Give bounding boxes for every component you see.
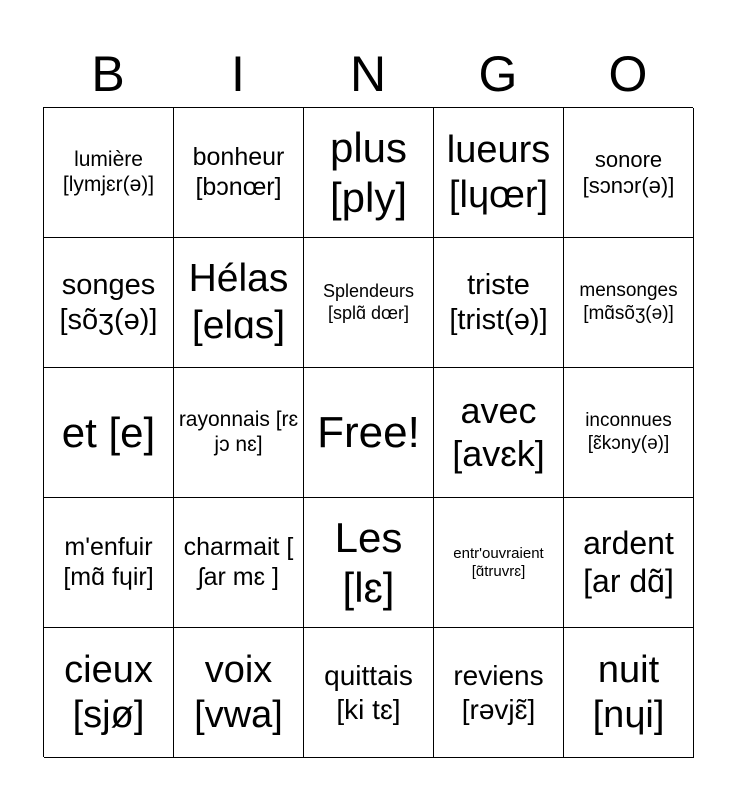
header-letter-b: B bbox=[91, 46, 125, 102]
bingo-cell[interactable] bbox=[564, 108, 694, 238]
header-letter-i: I bbox=[231, 46, 245, 102]
cell-text: nuit [nɥi] bbox=[592, 648, 665, 736]
cell-text: reviens [rəvjɛ̃] bbox=[453, 660, 544, 725]
cell-text: avec [avɛk] bbox=[452, 390, 545, 474]
cell-text: mensonges [mɑ̃sõʒ(ə)] bbox=[579, 280, 678, 324]
cell-text: et [e] bbox=[61, 408, 156, 456]
cell-text: ardent [ar dɑ̃] bbox=[583, 524, 674, 599]
bingo-card bbox=[43, 107, 693, 757]
bingo-cell[interactable] bbox=[304, 238, 434, 368]
bingo-cell[interactable] bbox=[564, 628, 694, 758]
bingo-cell[interactable] bbox=[44, 498, 174, 628]
cell-text: bonheur [bɔnœr] bbox=[192, 143, 285, 201]
bingo-cell[interactable] bbox=[304, 108, 434, 238]
cell-text: voix [vwa] bbox=[194, 648, 283, 736]
cell-text: triste [trist(ə)] bbox=[449, 269, 548, 336]
bingo-cell[interactable] bbox=[304, 628, 434, 758]
bingo-cell[interactable] bbox=[434, 498, 564, 628]
bingo-header bbox=[43, 40, 693, 108]
cell-text: lueurs [lɥœr] bbox=[446, 128, 551, 216]
header-letter-o: O bbox=[608, 46, 648, 102]
bingo-cell[interactable] bbox=[174, 628, 304, 758]
bingo-cell[interactable] bbox=[434, 628, 564, 758]
bingo-cell[interactable] bbox=[434, 108, 564, 238]
bingo-cell[interactable] bbox=[564, 368, 694, 498]
cell-text: Hélas [elɑs] bbox=[188, 257, 289, 347]
bingo-cell[interactable] bbox=[174, 108, 304, 238]
cell-text: songes [sõʒ(ə)] bbox=[59, 269, 158, 336]
bingo-cell[interactable] bbox=[304, 498, 434, 628]
cell-text: lumière [lymjɛr(ə)] bbox=[62, 147, 155, 196]
cell-text: inconnues [ɛ̃kɔny(ə)] bbox=[585, 410, 672, 454]
bingo-cell[interactable] bbox=[434, 368, 564, 498]
cell-text: quittais [ki tɛ] bbox=[324, 660, 413, 725]
header-letter-n: N bbox=[349, 46, 387, 102]
bingo-cell[interactable] bbox=[564, 498, 694, 628]
bingo-cell[interactable] bbox=[434, 238, 564, 368]
bingo-cell[interactable] bbox=[44, 368, 174, 498]
cell-text: entr'ouvraient [ɑ̃truvrɛ] bbox=[453, 544, 544, 580]
bingo-cell[interactable] bbox=[174, 238, 304, 368]
bingo-cell[interactable] bbox=[564, 238, 694, 368]
cell-text: rayonnais [rɛ jɔ nɛ] bbox=[178, 407, 299, 456]
free-space-text: Free! bbox=[317, 407, 420, 457]
bingo-cell[interactable] bbox=[44, 108, 174, 238]
bingo-cell[interactable] bbox=[174, 368, 304, 498]
bingo-cell[interactable] bbox=[174, 498, 304, 628]
bingo-cell[interactable] bbox=[44, 238, 174, 368]
bingo-cell[interactable] bbox=[44, 628, 174, 758]
cell-text: Splendeurs [splɑ̃ dœr] bbox=[322, 281, 415, 323]
cell-text: sonore [sɔnɔr(ə)] bbox=[582, 146, 675, 198]
free-space-cell[interactable] bbox=[304, 368, 434, 498]
cell-text: cieux [sjø] bbox=[64, 648, 153, 736]
cell-text: charmait [ ʃar mɛ ] bbox=[183, 533, 294, 591]
header-letter-g: G bbox=[478, 46, 518, 102]
cell-text: m'enfuir [mɑ̃ fɥir] bbox=[63, 533, 154, 591]
cell-text: Les [lɛ] bbox=[334, 513, 403, 611]
cell-text: plus [ply] bbox=[329, 123, 408, 221]
